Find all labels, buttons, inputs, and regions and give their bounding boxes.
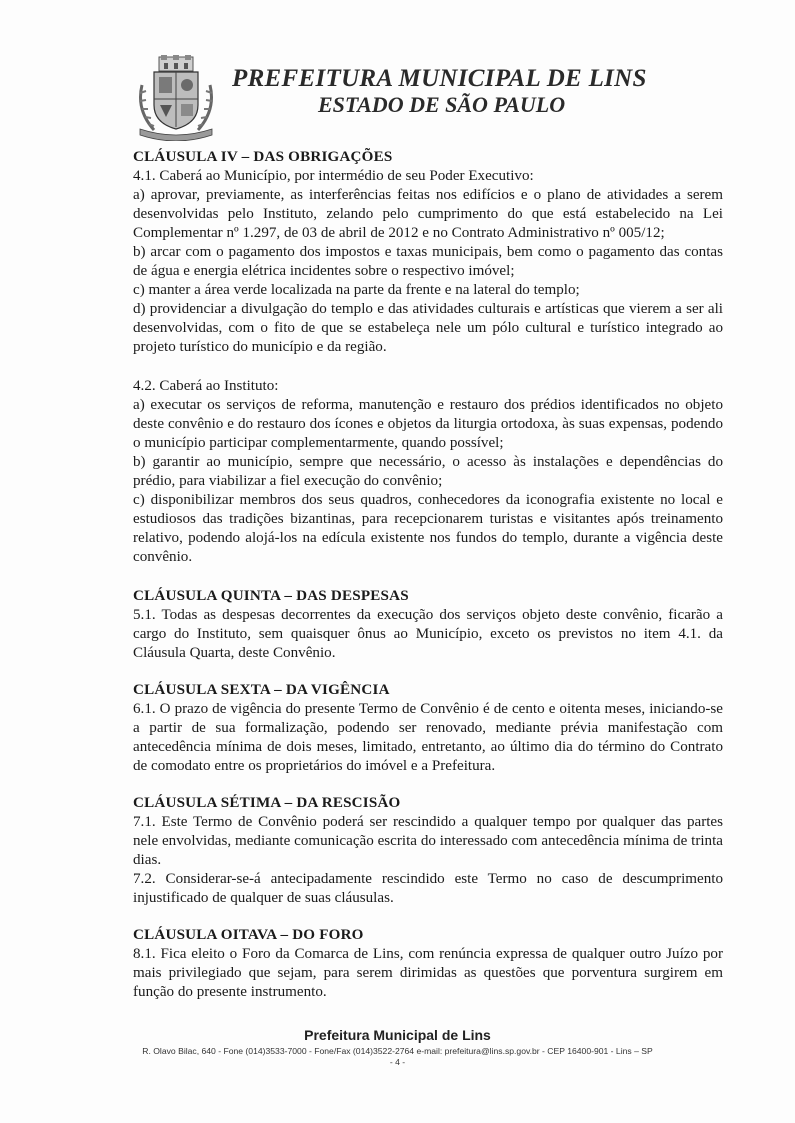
section-heading-clausula-setima: CLÁUSULA SÉTIMA – DA RESCISÃO <box>133 795 401 811</box>
spacer <box>133 663 723 681</box>
page-footer <box>0 1027 795 1067</box>
footer-title: Prefeitura Municipal de Lins <box>304 1027 491 1043</box>
paragraph-7-1: 7.1. Este Termo de Convênio poderá ser rescindido a qualquer tempo por qualquer das partes nele envolvidas, mediante comunicação escrita do interessado com antecedência mínima de trinta dias. <box>133 814 723 868</box>
paragraph-7-2: 7.2. Considerar-se-á antecipadamente rescindido este Termo no caso de descumprimento injustificado de qualquer de suas cláusulas. <box>133 871 723 906</box>
paragraph-6-1: 6.1. O prazo de vigência do presente Termo de Convênio é de cento e oitenta meses, iniciando-se a partir de sua formalização, podendo ser renovado, mediante prévia manifestação com antecedência mínima de dois meses, limitado, entretanto, ao último dia do término do Contrato de comodato entre os proprietários do imóvel e a Prefeitura. <box>133 701 723 774</box>
paragraph-4-2-c: c) disponibilizar membros dos seus quadros, conhecedores da iconografia existente no local e estudiosos das tradições bizantinas, para recepcionarem turistas e visitantes após treinamento relativo, podendo alojá-los na edícula existente nos fundos do templo, durante a vigência deste convênio. <box>133 492 723 565</box>
paragraph-4-1-a: a) aprovar, previamente, as interferências feitas nos edifícios e o plano de atividades a serem desenvolvidas pelo Instituto, zelando pelo cumprimento do que está estabelecido na Lei Complementar nº 1.297, de 03 de abril de 2012 e no Contrato Administrativo nº 005/12; <box>133 187 723 241</box>
letterhead <box>132 55 692 145</box>
paragraph-5-1: 5.1. Todas as despesas decorrentes da execução dos serviços objeto deste convênio, ficarão a cargo do Instituto, sem quaisquer ônus ao Município, exceto os previstos no item 4.1. da Cláusula Quarta, deste Convênio. <box>133 607 723 661</box>
paragraph-4-1-c: c) manter a área verde localizada na parte da frente e na lateral do templo; <box>133 282 580 298</box>
section-heading-clausula-iv: CLÁUSULA IV – DAS OBRIGAÇÕES <box>133 149 393 165</box>
page-number: - 4 - <box>389 1057 406 1067</box>
spacer <box>133 908 723 926</box>
document-body <box>133 148 723 1002</box>
section-heading-clausula-oitava: CLÁUSULA OITAVA – DO FORO <box>133 927 364 943</box>
section-heading-clausula-quinta: CLÁUSULA QUINTA – DAS DESPESAS <box>133 588 409 604</box>
paragraph-4-2-b: b) garantir ao município, sempre que necessário, o acesso às instalações e dependências do prédio, para viabilizar a fiel execução do convênio; <box>133 454 723 489</box>
paragraph-4-2-a: a) executar os serviços de reforma, manutenção e restauro dos prédios identificados no objeto deste convênio e do restauro dos ícones e objetos da liturgia ortodoxa, às suas expensas, podendo o município participar complementarmente, quando possível; <box>133 397 723 451</box>
paragraph-8-1: 8.1. Fica eleito o Foro da Comarca de Lins, com renúncia expressa de qualquer outro Juízo por mais privilegiado que sejam, para serem dirimidas as questões que porventura surgirem em função do presente instrumento. <box>133 946 723 1000</box>
paragraph-4-1-d: d) providenciar a divulgação do templo e das atividades culturais e artísticas que vierem a ser ali desenvolvidas, com o fito de que se estabeleça nele um pólo cultural e turístico integrado ao projeto turístico do município e da região. <box>133 301 723 355</box>
footer-address: R. Olavo Bilac, 640 - Fone (014)3533-7000 - Fone/Fax (014)3522-2764 e-mail: prefeitura@lins.sp.gov.br - CEP 16400-901 - Lins – SP <box>142 1046 653 1056</box>
paragraph-4-1: 4.1. Caberá ao Município, por intermédio de seu Poder Executivo: <box>133 168 534 184</box>
section-heading-clausula-sexta: CLÁUSULA SEXTA – DA VIGÊNCIA <box>133 682 390 698</box>
header-subtitle: ESTADO DE SÃO PAULO <box>318 92 566 117</box>
spacer <box>133 567 723 587</box>
paragraph-4-1-b: b) arcar com o pagamento dos impostos e taxas municipais, bem como o pagamento das contas de água e energia elétrica incidentes sobre o respectivo imóvel; <box>133 244 723 279</box>
spacer <box>133 776 723 794</box>
paragraph-4-2: 4.2. Caberá ao Instituto: <box>133 378 279 394</box>
spacer <box>133 357 723 377</box>
header-title: PREFEITURA MUNICIPAL DE LINS <box>232 65 647 92</box>
municipal-coat-of-arms-icon <box>132 55 220 141</box>
